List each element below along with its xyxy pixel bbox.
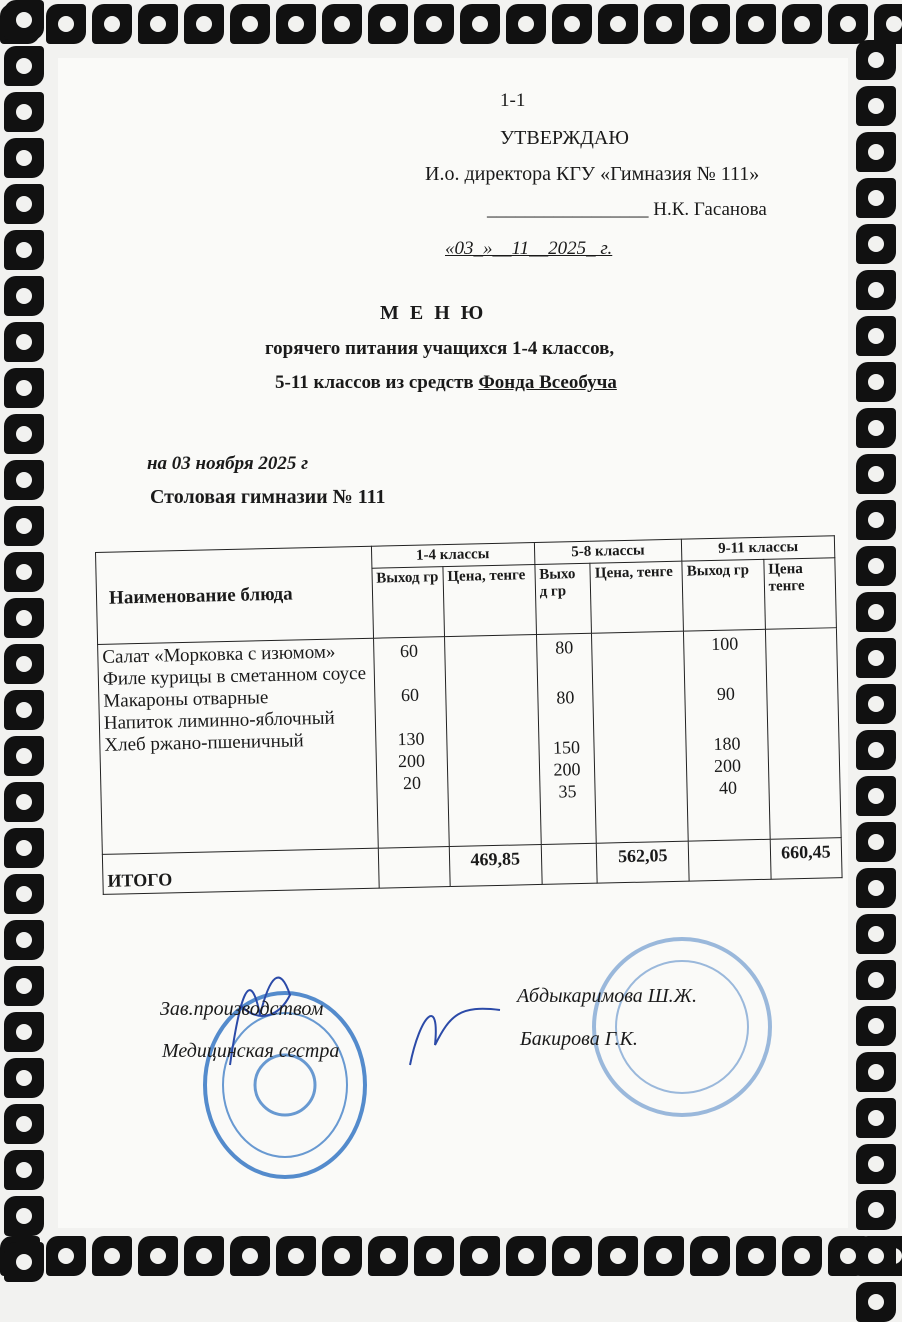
border-ornament [4, 184, 44, 224]
border-ornament [856, 960, 896, 1000]
border-ornament [856, 408, 896, 448]
name-production-head: Абдыкаримова Ш.Ж. [517, 985, 697, 1007]
border-ornament [552, 1236, 592, 1276]
border-ornament [644, 4, 684, 44]
yield-9-11 [684, 629, 770, 841]
border-ornament [4, 92, 44, 132]
director-title: И.о. директора КГУ «Гимназия № 111» [425, 163, 760, 185]
border-ornament [856, 1144, 896, 1184]
border-ornament [856, 454, 896, 494]
name-nurse: Бакирова Г.К. [520, 1028, 638, 1050]
border-ornament [782, 1236, 822, 1276]
yield-value: 20 [402, 772, 422, 794]
role-production-head: Зав.производством [160, 998, 324, 1020]
border-ornament [46, 1236, 86, 1276]
menu-date: на 03 ноября 2025 г [147, 453, 309, 474]
border-ornament [4, 368, 44, 408]
yield-value: 130 [397, 728, 425, 750]
decorative-border-left [4, 0, 52, 1280]
border-ornament [856, 86, 896, 126]
total-5-8: 562,05 [597, 841, 690, 883]
border-ornament [92, 4, 132, 44]
border-ornament [4, 460, 44, 500]
border-ornament [856, 914, 896, 954]
border-ornament [414, 4, 454, 44]
border-ornament [598, 4, 638, 44]
subtitle-prefix: 5-11 классов из средств [275, 372, 479, 393]
border-ornament [4, 782, 44, 822]
yield-value: 200 [713, 755, 742, 777]
yield-1-4 [373, 637, 449, 849]
border-ornament [856, 1236, 896, 1276]
border-ornament [230, 1236, 270, 1276]
border-ornament [856, 40, 896, 80]
menu-subtitle-1: горячего питания учащихся 1-4 классов, [265, 338, 615, 359]
border-ornament [690, 4, 730, 44]
border-ornament [4, 828, 44, 868]
border-ornament [138, 1236, 178, 1276]
border-ornament [856, 224, 896, 264]
border-ornament [856, 868, 896, 908]
border-ornament [4, 1104, 44, 1144]
border-ornament [368, 1236, 408, 1276]
group-header: 1-4 классы [371, 543, 535, 569]
border-ornament [276, 4, 316, 44]
price-5-8 [592, 631, 689, 843]
yield-value: 180 [713, 733, 741, 755]
border-ornament [4, 552, 44, 592]
border-ornament [4, 276, 44, 316]
total-empty [378, 847, 450, 889]
sub-header: Цена, тенге [443, 565, 536, 637]
border-ornament [4, 966, 44, 1006]
total-empty [541, 843, 598, 884]
border-ornament [4, 920, 44, 960]
dish-item: Макароны отварные [103, 687, 269, 712]
sub-header: Выход гр [682, 559, 765, 631]
border-ornament [782, 4, 822, 44]
border-ornament [4, 1150, 44, 1190]
border-ornament [856, 546, 896, 586]
border-ornament [184, 1236, 224, 1276]
border-ornament [644, 1236, 684, 1276]
border-ornament [856, 592, 896, 632]
approval-date: «03_»__11__2025_ г. [445, 238, 613, 259]
yield-5-8 [536, 633, 596, 844]
border-ornament [856, 730, 896, 770]
border-ornament [856, 1098, 896, 1138]
border-ornament [736, 4, 776, 44]
sub-header: Выхо д гр [535, 563, 592, 634]
decorative-border-bottom [0, 1236, 902, 1284]
dish-item: Салат «Морковка с изюмом» [102, 641, 336, 668]
dish-header: Наименование блюда [96, 546, 374, 644]
total-1-4: 469,85 [449, 844, 542, 886]
border-ornament [4, 46, 44, 86]
border-ornament [4, 598, 44, 638]
sub-header: Выход гр [372, 567, 445, 639]
border-ornament [4, 138, 44, 178]
border-ornament [856, 776, 896, 816]
border-ornament [4, 414, 44, 454]
border-ornament [856, 638, 896, 678]
border-ornament [856, 500, 896, 540]
border-ornament [4, 644, 44, 684]
yield-value: 60 [400, 684, 420, 706]
border-ornament [856, 178, 896, 218]
fund-name: Фонда Всеобуча [478, 372, 617, 393]
border-ornament [690, 1236, 730, 1276]
sub-header: Цена, тенге [590, 561, 683, 633]
total-label: ИТОГО [102, 848, 378, 894]
border-ornament [414, 1236, 454, 1276]
menu-title: М Е Н Ю [380, 302, 487, 324]
dish-item: Филе курицы в сметанном соусе [102, 662, 367, 690]
border-ornament [828, 4, 868, 44]
border-ornament [46, 4, 86, 44]
border-ornament [856, 684, 896, 724]
canteen-name: Столовая гимназии № 111 [150, 486, 386, 508]
border-ornament [856, 1190, 896, 1230]
border-ornament [856, 362, 896, 402]
yield-value: 200 [397, 750, 426, 772]
approve-label: УТВЕРЖДАЮ [500, 127, 629, 149]
border-ornament [598, 1236, 638, 1276]
border-ornament [230, 4, 270, 44]
border-ornament [4, 230, 44, 270]
sub-header: Цена тенге [764, 558, 837, 630]
border-ornament [856, 132, 896, 172]
border-ornament [856, 822, 896, 862]
border-ornament [506, 1236, 546, 1276]
border-ornament [4, 322, 44, 362]
border-ornament [460, 4, 500, 44]
border-ornament [4, 506, 44, 546]
group-header: 5-8 классы [534, 539, 682, 564]
border-ornament [322, 4, 362, 44]
menu-subtitle-2 [275, 372, 617, 394]
dish-item: Напиток лиминно-яблочный [103, 707, 335, 734]
border-ornament [4, 1012, 44, 1052]
border-ornament [856, 1052, 896, 1092]
border-ornament [856, 316, 896, 356]
border-ornament [856, 1006, 896, 1046]
border-ornament [368, 4, 408, 44]
border-ornament [4, 1058, 44, 1098]
decorative-border-right [856, 40, 902, 1280]
border-ornament [4, 1196, 44, 1236]
dish-item: Хлеб ржано-пшеничный [104, 730, 304, 756]
total-9-11: 660,45 [770, 838, 842, 880]
yield-value: 40 [718, 777, 738, 798]
border-ornament [506, 4, 546, 44]
border-ornament [856, 270, 896, 310]
border-ornament [4, 874, 44, 914]
price-9-11 [765, 628, 841, 840]
yield-value: 60 [399, 640, 419, 662]
border-ornament [138, 4, 178, 44]
border-ornament [4, 736, 44, 776]
menu-table [95, 535, 843, 895]
yield-value: 100 [710, 633, 739, 655]
border-ornament [4, 1242, 44, 1282]
decorative-border-top [0, 4, 902, 52]
yield-value: 200 [553, 759, 581, 780]
yield-value: 80 [555, 637, 574, 658]
yield-value: 90 [716, 683, 736, 704]
director-signature-line: _________________ Н.К. Гасанова [487, 199, 767, 220]
doc-code: 1-1 [500, 90, 526, 111]
yield-value: 80 [556, 687, 575, 708]
border-ornament [322, 1236, 362, 1276]
border-ornament [874, 4, 902, 44]
group-header: 9-11 классы [682, 536, 835, 561]
border-ornament [4, 690, 44, 730]
price-1-4 [444, 635, 541, 847]
role-nurse: Медицинская сестра [162, 1040, 340, 1062]
border-ornament [184, 4, 224, 44]
yield-value: 35 [558, 781, 577, 802]
border-ornament [4, 0, 44, 40]
dish-list [98, 638, 378, 854]
border-ornament [460, 1236, 500, 1276]
yield-value: 150 [552, 737, 581, 758]
border-ornament [552, 4, 592, 44]
total-empty [688, 839, 770, 881]
border-ornament [276, 1236, 316, 1276]
border-ornament [856, 1282, 896, 1322]
border-ornament [92, 1236, 132, 1276]
border-ornament [736, 1236, 776, 1276]
